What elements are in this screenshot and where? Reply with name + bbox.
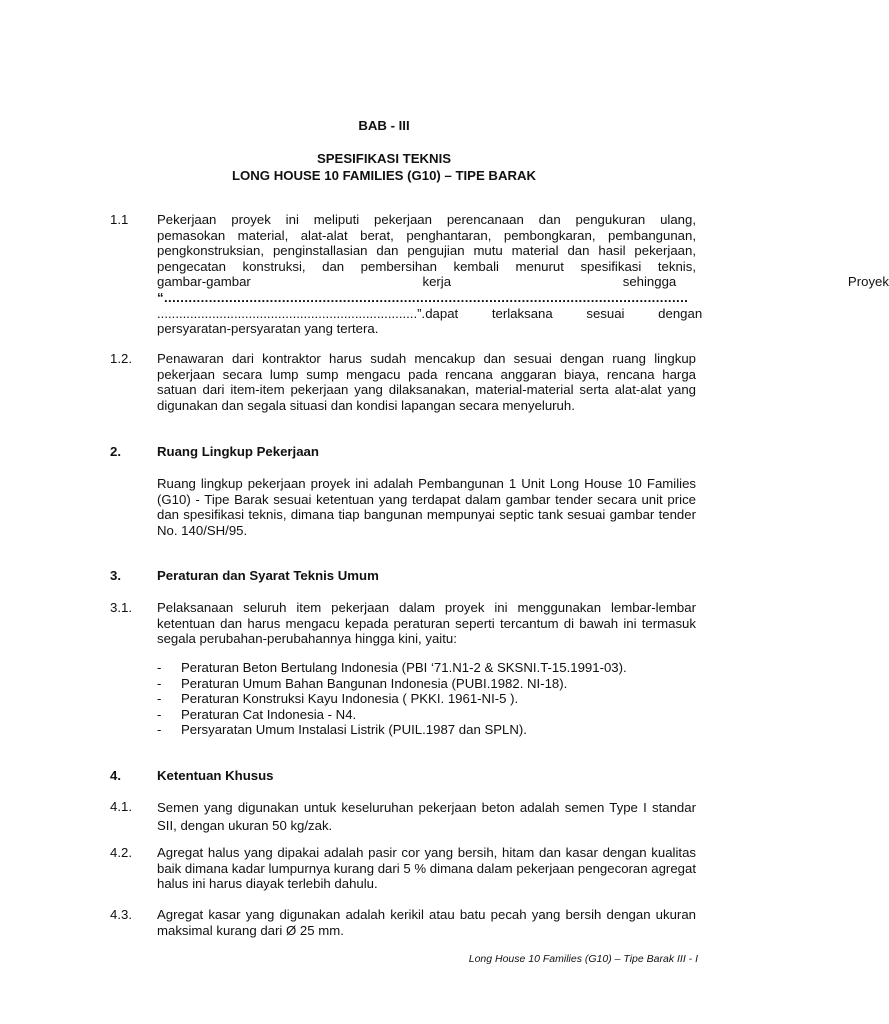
document-title: SPESIFIKASI TEKNIS xyxy=(316,151,452,166)
list-item-text: Peraturan Konstruksi Kayu Indonesia ( PKKI. 1961-NI-5 ). xyxy=(181,691,519,706)
section-heading-3: Peraturan dan Syarat Teknis Umum xyxy=(157,568,379,583)
section-number-3: 3. xyxy=(110,568,121,583)
bullet-dash: - xyxy=(157,691,162,706)
bullet-dash: - xyxy=(157,707,162,722)
list-item-text: Persyaratan Umum Instalasi Listrik (PUIL.1987 dan SPLN). xyxy=(181,722,527,737)
paragraph-1-1 xyxy=(157,212,889,337)
paragraph-line: persyaratan-persyaratan yang tertera. xyxy=(157,321,379,337)
paragraph-line-dotted: .......................................................................”.dapat terlaksana sesuai dengan xyxy=(157,305,703,321)
page-footer: Long House 10 Families (G10) – Tipe Barak III - I xyxy=(468,953,698,965)
section-heading-2: Ruang Lingkup Pekerjaan xyxy=(157,444,319,459)
section-number-4: 4. xyxy=(110,768,121,783)
paragraph-4-1: Semen yang digunakan untuk keseluruhan pekerjaan beton adalah semen Type I standar SII, dengan ukuran 50 kg/zak. xyxy=(157,800,696,833)
section-number-2: 2. xyxy=(110,444,121,459)
paragraph-line: pengkonstruksian, penginstallasian dan pengujian mutu material dan hasil pekerjaan, xyxy=(157,243,696,259)
paragraph-4-2: Agregat halus yang dipakai adalah pasir cor yang bersih, hitam dan kasar dengan kualitas baik dimana kadar lumpurnya kurang dari 5 % dimana dalam pekerjaan pengecoran agregat halus ini harus diayak terlebih dahulu. xyxy=(157,845,696,892)
bullet-dash: - xyxy=(157,722,162,737)
section-heading-4: Ketentuan Khusus xyxy=(157,768,274,783)
section-number-4-3: 4.3. xyxy=(110,907,132,922)
bullet-dash: - xyxy=(157,676,162,691)
list-item-text: Peraturan Beton Bertulang Indonesia (PBI ‘71.N1-2 & SKSNI.T-15.1991-03). xyxy=(181,660,627,675)
paragraph-line-dotted: “................................................................................................................................. xyxy=(157,289,689,305)
chapter-label: BAB - III xyxy=(358,118,410,133)
paragraph-line: Pekerjaan proyek ini meliputi pekerjaan perencanaan dan pengukuran ulang, xyxy=(157,212,696,227)
paragraph-line: pemasokan material, alat-alat berat, penghantaran, pembongkaran, pembangunan, xyxy=(157,227,696,243)
paragraph-1-2: Penawaran dari kontraktor harus sudah mencakup dan sesuai dengan ruang lingkup pekerjaan secara lump sump mengacu pada rencana anggaran biaya, rencana harga satuan dari item-item pekerjaan yang dilaksanakan, material-material serta alat-alat yang digunakan dan segala situasi dan kondisi lapangan secara menyeluruh. xyxy=(157,351,696,413)
section-number-4-1: 4.1. xyxy=(110,799,132,814)
section-number-1-2: 1.2. xyxy=(110,351,132,366)
paragraph-line: gambar-gambar kerja sehingga Proyek xyxy=(157,274,889,290)
section-number-3-1: 3.1. xyxy=(110,600,132,615)
section-number-4-2: 4.2. xyxy=(110,845,132,860)
bullet-dash: - xyxy=(157,660,162,675)
list-item-text: Peraturan Cat Indonesia - N4. xyxy=(181,707,357,722)
paragraph-line: pengecatan konstruksi, dan pembersihan kembali menurut spesifikasi teknis, xyxy=(157,258,696,274)
paragraph-4-3: Agregat kasar yang digunakan adalah kerikil atau batu pecah yang bersih dengan ukuran maksimal kurang dari Ø 25 mm. xyxy=(157,907,696,938)
document-subtitle: LONG HOUSE 10 FAMILIES (G10) – TIPE BARAK xyxy=(231,168,537,183)
list-item-text: Peraturan Umum Bahan Bangunan Indonesia (PUBI.1982. NI-18). xyxy=(181,676,568,691)
paragraph-3-1: Pelaksanaan seluruh item pekerjaan dalam proyek ini menggunakan lembar-lembar ketentuan dan harus mengacu kepada peraturan seperti tercantum di bawah ini termasuk segala perubahan-perubahannya hingga kini, yaitu: xyxy=(157,600,696,647)
section-number-1-1: 1.1 xyxy=(110,212,129,227)
paragraph-2: Ruang lingkup pekerjaan proyek ini adalah Pembangunan 1 Unit Long House 10 Families (G10) - Tipe Barak sesuai ketentuan yang terdapat dalam gambar tender secara unit price dan spesifikasi teknis, dimana tiap bangunan mempunyai septic tank sesuai gambar tender No. 140/SH/95. xyxy=(157,476,696,538)
